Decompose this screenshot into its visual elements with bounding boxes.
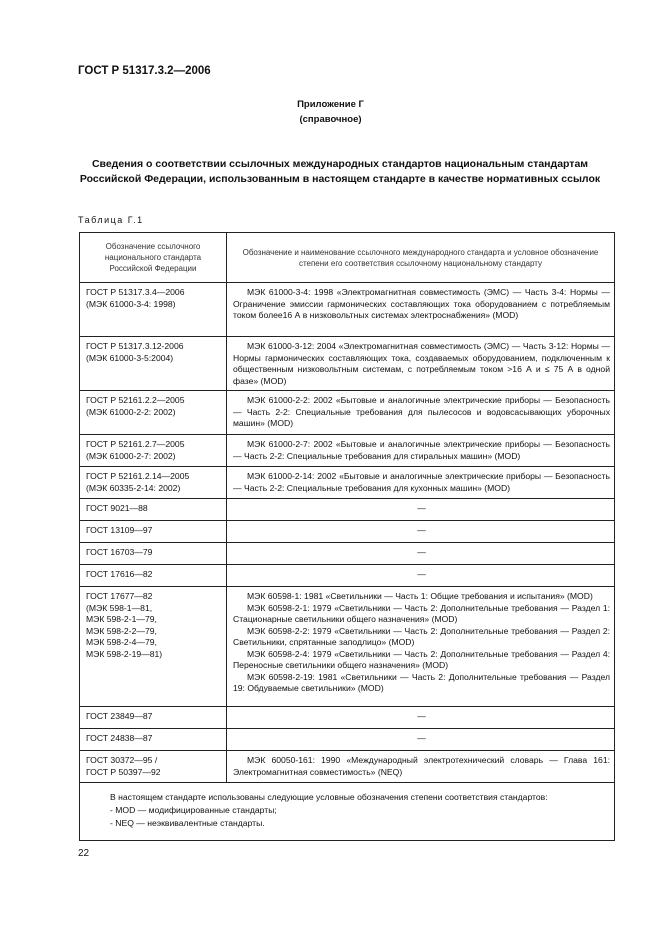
table-row	[80, 391, 615, 435]
table-row	[80, 499, 615, 521]
national-standard-line: (МЭК 61000-3-5:2004)	[86, 352, 174, 363]
table-row	[80, 543, 615, 565]
national-standard-cell	[80, 729, 227, 751]
international-standard-cell	[227, 707, 615, 729]
national-standard-line: (МЭК 61000-2-2: 2002)	[86, 406, 176, 417]
col-header-national-text: Обозначение ссылочного национального стандарта Российской Федерации	[104, 242, 202, 273]
national-standard-cell	[80, 751, 227, 783]
national-standard-line: МЭК 598-2-2—79,	[86, 625, 157, 636]
national-standard-cell	[80, 435, 227, 467]
section-title: Сведения о соответствии ссылочных международных стандартов национальным стандартам Российской Федерации, использованным в настоящем стандарте в качестве нормативных ссылок	[79, 158, 601, 185]
international-standard-text: МЭК 60598-2-19: 1981 «Светильники — Часть 2: Дополнительные требования — Раздел 19: Обдуваемые светильники» (MOD)	[233, 671, 610, 693]
table-note-line: - NEQ — неэквивалентные стандарты.	[110, 818, 265, 828]
no-equivalent-dash: —	[417, 503, 426, 513]
national-standard-cell	[80, 521, 227, 543]
table-row	[80, 337, 615, 391]
international-standard-text: МЭК 60598-2-1: 1979 «Светильники — Часть 2: Дополнительные требования — Раздел 1: Стационарные светильники общего назначения» (MOD)	[233, 602, 610, 624]
international-standard-text: МЭК 60050-161: 1990 «Международный электротехнический словарь — Глава 161: Электромагнитная совместимость» (NEQ)	[233, 755, 610, 777]
international-standard-text: МЭК 61000-3-4: 1998 «Электромагнитная совместимость (ЭМС) — Часть 3-4: Нормы — Ограничение эмиссии гармонических составляющих тока оборудованием с потребляемым током более16 А в низковольтных системах электроснабжения» (MOD)	[233, 287, 610, 320]
national-standard-cell	[80, 565, 227, 587]
national-standard-line: МЭК 598-2-4—79,	[86, 637, 157, 647]
annex-subtitle: (справочное)	[299, 114, 362, 125]
national-standard-line: ГОСТ Р 52161.2.7—2005	[86, 439, 185, 449]
table-row	[80, 565, 615, 587]
national-standard-line: ГОСТ 24838—87	[86, 733, 153, 743]
national-standard-line: ГОСТ 16703—79	[86, 547, 153, 557]
international-standard-cell	[227, 391, 615, 435]
international-standard-cell	[227, 729, 615, 751]
national-standard-cell	[80, 391, 227, 435]
international-standard-cell	[227, 587, 615, 707]
national-standard-cell	[80, 707, 227, 729]
annex-title: Приложение Г	[297, 99, 364, 110]
national-standard-cell	[80, 283, 227, 337]
national-standard-line: (МЭК 598-1—81,	[86, 602, 153, 613]
national-standard-line: ГОСТ Р 50397—92	[86, 766, 161, 777]
national-standard-cell	[80, 467, 227, 499]
document-header: ГОСТ Р 51317.3.2—2006	[78, 65, 211, 77]
table-row	[80, 283, 615, 337]
correspondence-table	[79, 232, 615, 841]
national-standard-line: ГОСТ 30372—95 /	[86, 755, 158, 765]
national-standard-line: МЭК 598-2-19—81)	[86, 648, 163, 659]
table-row	[80, 751, 615, 783]
table-row	[80, 587, 615, 707]
national-standard-line: ГОСТ 23849—87	[86, 711, 153, 721]
international-standard-text: МЭК 61000-2-14: 2002 «Бытовые и аналогичные электрические приборы — Безопасность — Часть 2-2: Специальные требования для кухонных машин» (MOD)	[233, 471, 610, 493]
no-equivalent-dash: —	[417, 569, 426, 579]
table-row	[80, 707, 615, 729]
international-standard-cell	[227, 283, 615, 337]
table-row	[80, 435, 615, 467]
national-standard-cell	[80, 543, 227, 565]
table-note	[80, 783, 615, 841]
no-equivalent-dash: —	[417, 711, 426, 721]
col-header-international	[227, 233, 615, 283]
national-standard-line: (МЭК 61000-3-4: 1998)	[86, 298, 176, 309]
table-note-row	[80, 783, 615, 841]
national-standard-line: ГОСТ 17616—82	[86, 569, 153, 579]
table-body	[80, 283, 615, 841]
international-standard-text: МЭК 61000-2-2: 2002 «Бытовые и аналогичные электрические приборы — Безопасность — Часть 2-2: Специальные требования для пылесосов и водовсасывающих уборочных машин» (MOD)	[233, 395, 610, 428]
international-standard-cell	[227, 337, 615, 391]
no-equivalent-dash: —	[417, 547, 426, 557]
international-standard-text: МЭК 60598-2-4: 1979 «Светильники — Часть 2: Дополнительные требования — Раздел 4: Переносные светильники общего назначения» (MOD)	[233, 648, 610, 670]
page-number: 22	[78, 848, 90, 859]
table-row	[80, 467, 615, 499]
national-standard-line: ГОСТ 13109—97	[86, 525, 153, 535]
national-standard-line: ГОСТ Р 52161.2.14—2005	[86, 471, 190, 481]
international-standard-cell	[227, 751, 615, 783]
table-row	[80, 521, 615, 543]
col-header-national	[80, 233, 227, 283]
international-standard-cell	[227, 499, 615, 521]
international-standard-cell	[227, 467, 615, 499]
national-standard-cell	[80, 499, 227, 521]
international-standard-text: МЭК 60598-2-2: 1979 «Светильники — Часть 2: Дополнительные требования — Раздел 2: Светильники, спрятанные заподлицо» (MOD)	[233, 625, 610, 647]
table-note-line: В настоящем стандарте использованы следующие условные обозначения степени соответствия стандартов:	[110, 792, 548, 802]
national-standard-cell	[80, 587, 227, 707]
international-standard-cell	[227, 565, 615, 587]
national-standard-line: ГОСТ Р 51317.3.4—2006	[86, 287, 185, 297]
national-standard-line: ГОСТ 9021—88	[86, 503, 148, 513]
table-note-line: - MOD — модифицированные стандарты;	[110, 805, 277, 815]
international-standard-text: МЭК 61000-3-12: 2004 «Электромагнитная совместимость (ЭМС) — Часть 3-12: Нормы — Нормы гармонических составляющих тока, создаваемых оборудованием, подключенным к общественным низковольтным системам, с потребляемым током >16 А и ≤ 75 А в одной фазе» (MOD)	[233, 341, 610, 386]
international-standard-cell	[227, 543, 615, 565]
no-equivalent-dash: —	[417, 525, 426, 535]
national-standard-line: (МЭК 61000-2-7: 2002)	[86, 450, 176, 461]
national-standard-line: МЭК 598-2-1—79,	[86, 614, 157, 624]
international-standard-text: МЭК 60598-1: 1981 «Светильники — Часть 1: Общие требования и испытания» (MOD)	[247, 591, 593, 601]
col-header-international-text: Обозначение и наименование ссылочного международного стандарта и условное обозначение степени его соответствия ссылочному национальному стандарту	[242, 247, 599, 268]
international-standard-text: МЭК 61000-2-7: 2002 «Бытовые и аналогичные электрические приборы — Безопасность — Часть 2-2: Специальные требования для стиральных машин» (MOD)	[233, 439, 610, 461]
international-standard-cell	[227, 521, 615, 543]
national-standard-line: ГОСТ Р 51317.3.12-2006	[86, 341, 184, 351]
national-standard-cell	[80, 337, 227, 391]
no-equivalent-dash: —	[417, 733, 426, 743]
national-standard-line: ГОСТ 17677—82	[86, 591, 153, 601]
table-row	[80, 729, 615, 751]
international-standard-cell	[227, 435, 615, 467]
national-standard-line: ГОСТ Р 52161.2.2—2005	[86, 395, 185, 405]
national-standard-line: (МЭК 60335-2-14: 2002)	[86, 482, 181, 493]
table-label: Таблица Г.1	[78, 215, 144, 225]
